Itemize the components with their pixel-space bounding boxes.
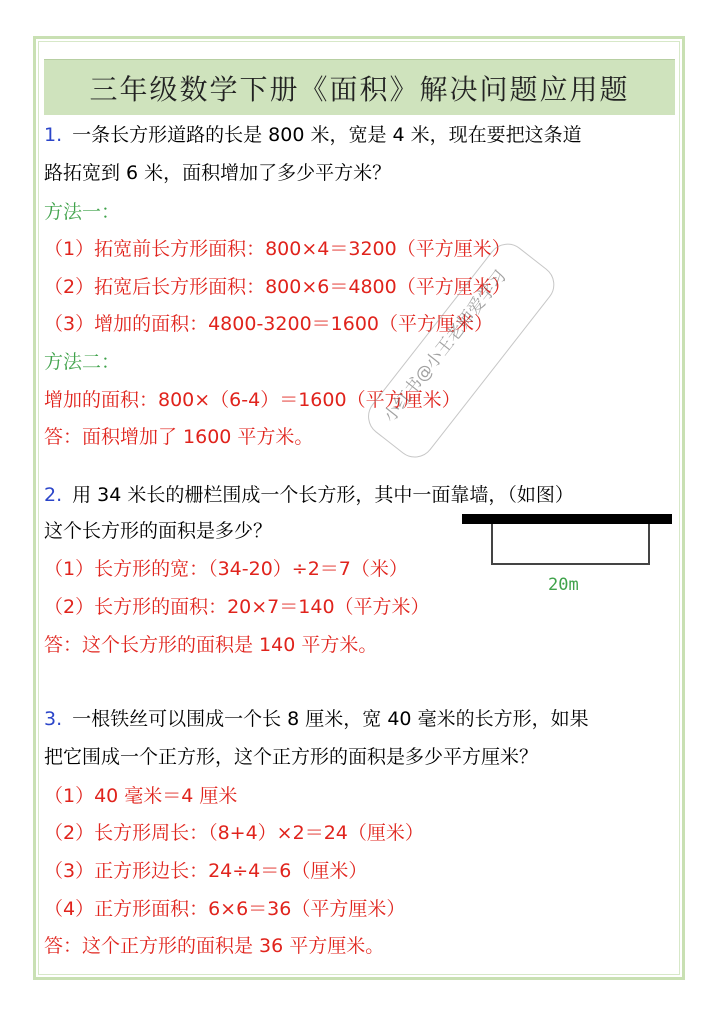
- q3-number: 3.: [44, 708, 63, 730]
- diagram-length-label: 20m: [548, 575, 579, 595]
- q1-number: 1.: [44, 124, 63, 146]
- q1-m1-step2: （2）拓宽后长方形面积：800×6＝4800（平方厘米）: [44, 276, 511, 298]
- q3-step4: （4）正方形面积：6×6＝36（平方厘米）: [44, 898, 406, 920]
- q3-step3: （3）正方形边长：24÷4＝6（厘米）: [44, 860, 368, 882]
- watermark-stamp: 小红书@小王老师爱学习: [360, 236, 562, 466]
- q2-step2: （2）长方形的面积：20×7＝140（平方米）: [44, 596, 430, 618]
- q2-text-line2: 这个长方形的面积是多少？: [44, 520, 273, 542]
- q1-text: 一条长方形道路的长是 800 米，宽是 4 米，现在要把这条道: [72, 124, 582, 146]
- q3-text-line1: [44, 706, 589, 732]
- q2-step1: （1）长方形的宽：（34-20）÷2＝7（米）: [44, 558, 408, 580]
- q1-method2-label: 方法二：: [44, 351, 121, 373]
- page-title: 三年级数学下册《面积》解决问题应用题: [89, 72, 630, 106]
- fence-outline: [492, 524, 649, 564]
- q3-answer: 答：这个正方形的面积是 36 平方厘米。: [44, 935, 385, 957]
- q3-step2: （2）长方形周长：（8+4）×2＝24（厘米）: [44, 822, 424, 844]
- q1-answer: 答：面积增加了 1600 平方米。: [44, 426, 314, 448]
- q1-text-line1: [44, 122, 582, 148]
- q1-m1-step1: （1）拓宽前长方形面积：800×4＝3200（平方厘米）: [44, 238, 511, 260]
- q1-m1-step3: （3）增加的面积：4800-3200＝1600（平方厘米）: [44, 313, 494, 335]
- q2-answer: 答：这个长方形的面积是 140 平方米。: [44, 634, 378, 656]
- title-banner: [44, 59, 675, 115]
- q2-text: 用 34 米长的栅栏围成一个长方形，其中一面靠墙，（如图）: [72, 484, 574, 506]
- q2-text-line1: [44, 482, 574, 508]
- q1-m2-step1: 增加的面积：800×（6-4）＝1600（平方厘米）: [44, 389, 461, 411]
- q1-text-line2: 路拓宽到 6 米，面积增加了多少平方米？: [44, 162, 392, 184]
- q3-text: 一根铁丝可以围成一个长 8 厘米，宽 40 毫米的长方形，如果: [72, 708, 589, 730]
- q3-step1: （1）40 毫米＝4 厘米: [44, 785, 238, 807]
- q2-number: 2.: [44, 484, 63, 506]
- fence-diagram: [462, 512, 672, 602]
- q1-method1-label: 方法一：: [44, 201, 121, 223]
- wall-bar: [462, 514, 672, 524]
- q3-text-line2: 把它围成一个正方形，这个正方形的面积是多少平方厘米？: [44, 746, 539, 768]
